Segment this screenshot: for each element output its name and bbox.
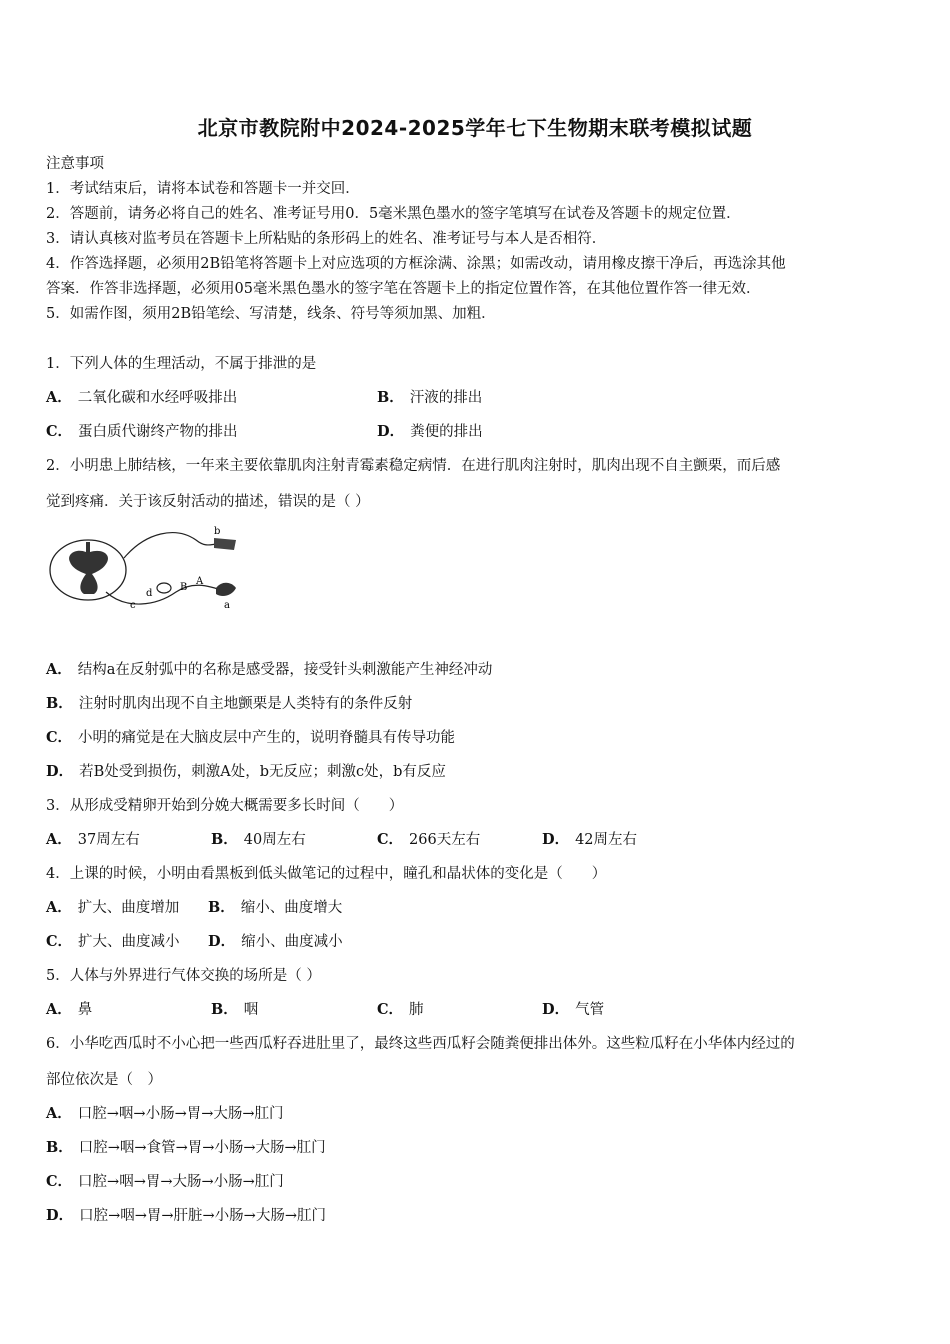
notice-item: 1．考试结束后，请将本试卷和答题卡一并交回． <box>46 181 360 197</box>
q5-option-b[interactable]: B． 咽 <box>211 1001 259 1018</box>
grey-matter <box>69 542 108 594</box>
question-2-stem: 2．小明患上肺结核，一年来主要依靠肌肉注射青霉素稳定病情．在进行肌肉注射时，肌肉出现不自主颤栗，而后感 <box>46 458 781 474</box>
exam-title: 北京市教院附中2024-2025学年七下生物期末联考模拟试题 <box>197 116 753 140</box>
q3-option-a[interactable]: A． 37周左右 <box>46 831 140 848</box>
q4-option-d[interactable]: D． 缩小、曲度减小 <box>208 933 343 950</box>
label-c: c <box>130 600 136 611</box>
q5-option-d[interactable]: D． 气管 <box>542 1001 605 1018</box>
notice-item: 3．请认真核对监考员在答题卡上所粘贴的条形码上的姓名、准考证号与本人是否相符． <box>46 231 607 247</box>
label-d: d <box>146 588 153 599</box>
q6-option-c[interactable]: C． 口腔→咽→胃→大肠→小肠→肛门 <box>46 1173 284 1190</box>
q6-option-b[interactable]: B． 口腔→咽→食管→胃→小肠→大肠→肛门 <box>46 1139 326 1156</box>
question-1-stem: 1．下列人体的生理活动，不属于排泄的是 <box>46 356 317 372</box>
q1-option-a[interactable]: A． 二氧化碳和水经呼吸排出 <box>46 389 238 406</box>
q2-option-a[interactable]: A． 结构a在反射弧中的名称是感受器，接受针头刺激能产生神经冲动 <box>46 661 493 678</box>
label-A: A <box>196 576 204 587</box>
q4-option-c[interactable]: C． 扩大、曲度减小 <box>46 933 180 950</box>
label-B: B <box>180 582 188 593</box>
notice-item: 答案．作答非选择题，必须用05毫米黑色墨水的签字笔在答题卡上的指定位置作答，在其他位置作答一律无效． <box>46 281 761 297</box>
question-2-stem: 觉到疼痛．关于该反射活动的描述，错误的是（ ） <box>46 494 370 510</box>
q1-option-b[interactable]: B． 汗液的排出 <box>377 389 483 406</box>
receptor-b <box>214 538 236 550</box>
q1-option-d[interactable]: D． 粪便的排出 <box>377 423 483 440</box>
notice-item: 2．答题前，请务必将自己的姓名、准考证号用0．5毫米黑色墨水的签字笔填写在试卷及答题卡的规定位置． <box>46 206 741 222</box>
q2-option-d[interactable]: D． 若B处受到损伤，刺激A处，b无反应；刺激c处，b有反应 <box>46 763 446 780</box>
question-6-stem: 6．小华吃西瓜时不小心把一些西瓜籽吞进肚里了，最终这些西瓜籽会随粪便排出体外。这些粒瓜籽在小华体内经过的 <box>46 1036 795 1052</box>
q3-option-d[interactable]: D． 42周左右 <box>542 831 638 848</box>
label-a: a <box>224 600 230 611</box>
q3-option-b[interactable]: B． 40周左右 <box>211 831 306 848</box>
q2-option-c[interactable]: C． 小明的痛觉是在大脑皮层中产生的，说明脊髓具有传导功能 <box>46 729 456 746</box>
reflex-arc-diagram <box>46 522 246 614</box>
q4-option-a[interactable]: A． 扩大、曲度增加 <box>46 899 180 916</box>
q5-option-c[interactable]: C． 肺 <box>377 1001 424 1018</box>
question-3-stem: 3．从形成受精卵开始到分娩大概需要多长时间（ ） <box>46 798 404 814</box>
notice-item: 5．如需作图，须用2B铅笔绘、写清楚，线条、符号等须加黑、加粗． <box>46 306 496 322</box>
ganglion <box>157 583 171 593</box>
q6-option-d[interactable]: D． 口腔→咽→胃→肝脏→小肠→大肠→肛门 <box>46 1207 326 1224</box>
q5-option-a[interactable]: A． 鼻 <box>46 1001 93 1018</box>
q6-option-a[interactable]: A． 口腔→咽→小肠→胃→大肠→肛门 <box>46 1105 284 1122</box>
q1-option-c[interactable]: C． 蛋白质代谢终产物的排出 <box>46 423 238 440</box>
notice-item: 4．作答选择题，必须用2B铅笔将答题卡上对应选项的方框涂满、涂黑；如需改动，请用橡皮擦干净后，再选涂其他 <box>46 256 786 272</box>
q2-option-b[interactable]: B． 注射时肌肉出现不自主地颤栗是人类特有的条件反射 <box>46 695 413 712</box>
efferent-nerve <box>106 585 226 604</box>
notice-heading: 注意事项 <box>46 156 104 172</box>
question-4-stem: 4．上课的时候，小明由看黑板到低头做笔记的过程中，瞳孔和晶状体的变化是（ ） <box>46 866 607 882</box>
effector-a <box>216 583 236 596</box>
label-b: b <box>214 526 221 537</box>
afferent-nerve <box>124 533 218 558</box>
question-5-stem: 5．人体与外界进行气体交换的场所是（ ） <box>46 968 321 984</box>
q3-option-c[interactable]: C． 266天左右 <box>377 831 481 848</box>
q4-option-b[interactable]: B． 缩小、曲度增大 <box>208 899 343 916</box>
question-6-stem: 部位依次是（ ） <box>46 1072 162 1088</box>
